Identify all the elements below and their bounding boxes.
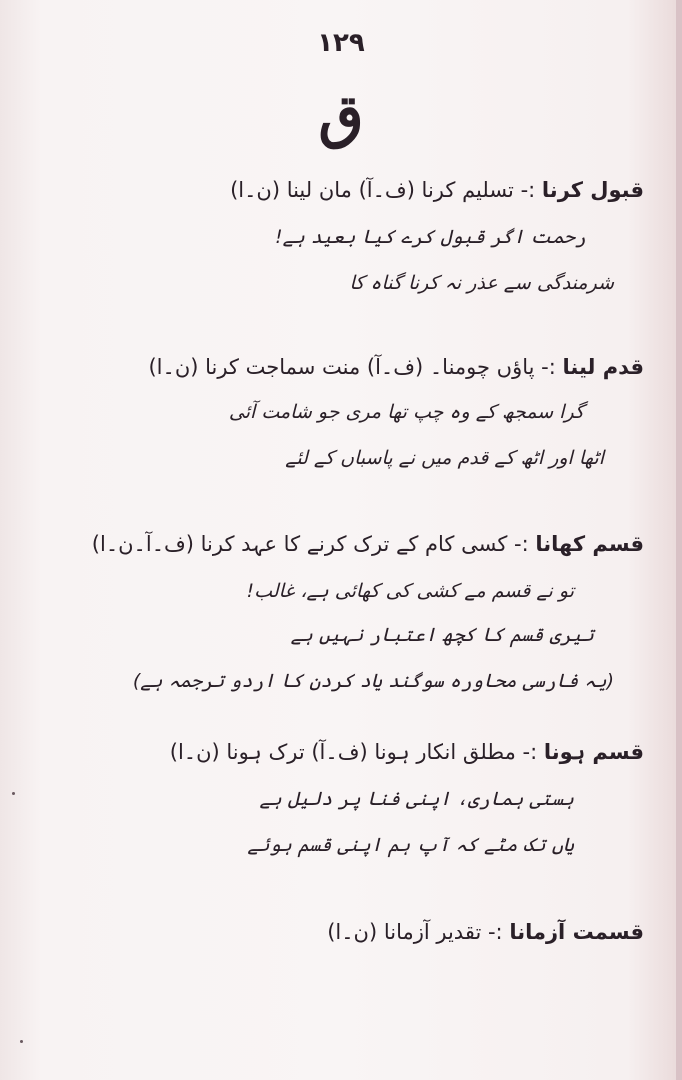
dictionary-entry bbox=[148, 355, 644, 469]
verse-line: گرا سمجھ کے وہ چپ تھا مری جو شامت آئی bbox=[228, 401, 584, 423]
entry-definition: :- مطلق انکار ہونا (ف۔آ) ترک ہونا (ن۔ا) bbox=[169, 740, 538, 764]
page-edge bbox=[676, 0, 682, 1080]
entry-heading bbox=[170, 740, 644, 764]
entry-term: قسم ہونا bbox=[543, 740, 644, 764]
entry-heading bbox=[327, 920, 644, 944]
section-letter: ق bbox=[318, 82, 364, 150]
verse-line: تیری قسم کا کچھ اعتبار نہیں ہے bbox=[290, 624, 594, 646]
usage-note: (یہ فارسی محاورہ سوگند یاد کردن کا اردو ترجمہ ہے) bbox=[132, 670, 614, 692]
entry-term: قبول کرنا bbox=[541, 178, 644, 202]
verse-line: تو نے قسم مے کشی کی کھائی ہے، غالب! bbox=[246, 580, 574, 602]
entry-heading bbox=[148, 355, 644, 379]
verse-line: شرمندگی سے عذر نہ کرنا گناہ کا bbox=[349, 272, 614, 294]
entry-heading bbox=[230, 178, 644, 202]
entry-term: قسم کھانا bbox=[535, 532, 644, 556]
entry-definition: :- تقدیر آزمانا (ن۔ا) bbox=[327, 920, 503, 944]
verse-line: ہستی ہماری، اپنی فنا پر دلیل ہے bbox=[259, 788, 574, 810]
page-number: ۱۲۹ bbox=[317, 28, 365, 58]
dictionary-entry bbox=[327, 920, 644, 944]
dictionary-entry bbox=[91, 532, 644, 692]
entry-definition: :- پاؤں چومنا۔ (ف۔آ) منت سماجت کرنا (ن۔ا) bbox=[148, 355, 556, 379]
paper-speck bbox=[20, 1040, 23, 1043]
paper-speck bbox=[12, 792, 15, 795]
verse-line: یاں تک مٹے کہ آپ ہم اپنی قسم ہوئے bbox=[247, 834, 574, 856]
entry-heading bbox=[92, 532, 644, 556]
dictionary-entry bbox=[230, 178, 644, 294]
entry-definition: :- کسی کام کے ترک کرنے کا عہد کرنا (ف۔آ۔ن۔ا) bbox=[91, 532, 529, 556]
verse-line: اٹھا اور اٹھ کے قدم میں نے پاسباں کے لئے bbox=[285, 447, 604, 469]
entry-term: قسمت آزمانا bbox=[509, 920, 644, 944]
entry-term: قدم لینا bbox=[562, 355, 644, 379]
verse-line: رحمت اگر قبول کرے کیا بعید ہے! bbox=[274, 226, 586, 248]
dictionary-entry bbox=[169, 740, 644, 856]
entry-definition: :- تسلیم کرنا (ف۔آ) مان لینا (ن۔ا) bbox=[230, 178, 536, 202]
